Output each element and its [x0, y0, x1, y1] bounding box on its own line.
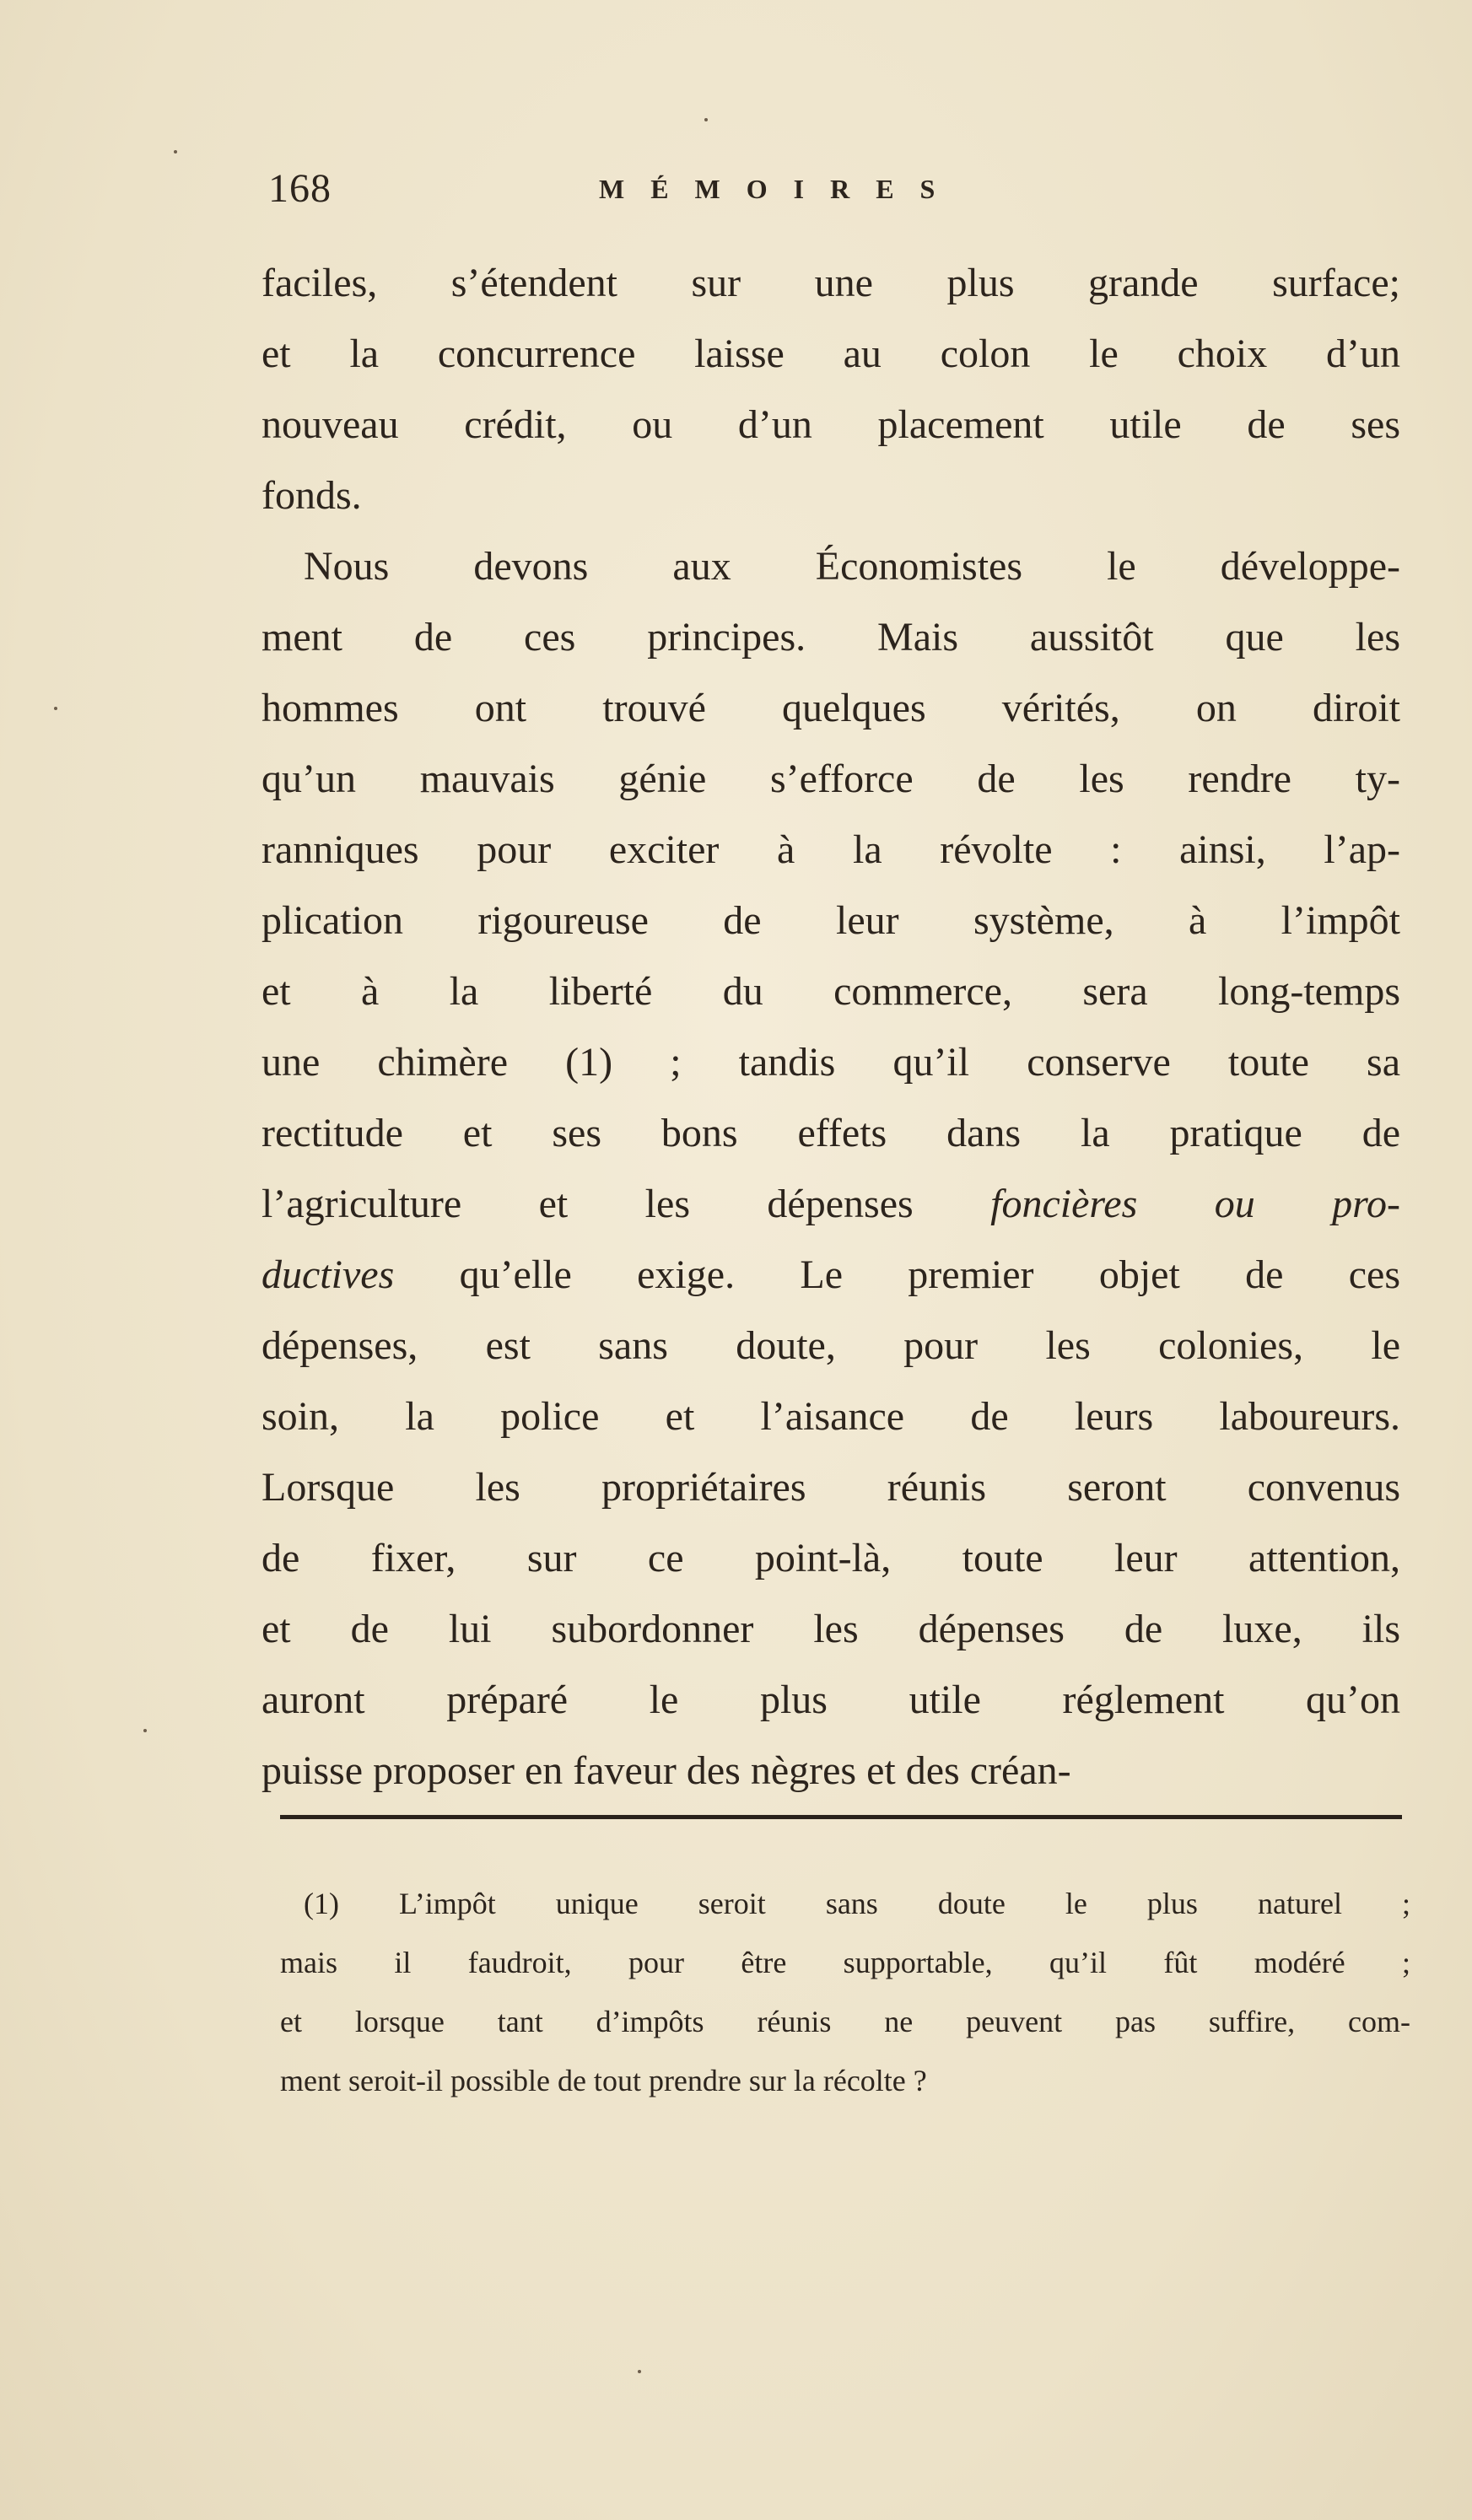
footnote-line: (1) L’impôt unique seroit sans doute le plus naturel ; [304, 1887, 1410, 1920]
text-line: ranniques pour exciter à la révolte : ainsi, l’ap- [262, 827, 1400, 872]
text-line: plication rigoureuse de leur système, à l’impôt [262, 898, 1400, 943]
text-line: nouveau crédit, ou d’un placement utile de ses [262, 402, 1400, 447]
main-text [262, 248, 1400, 1807]
text-line-mixed [262, 1240, 1400, 1311]
footnote-rule [280, 1815, 1402, 1819]
running-title: MÉMOIRES [599, 174, 962, 204]
text-line: auront préparé le plus utile réglement qu’on [262, 1677, 1400, 1722]
paper-speck [54, 707, 57, 710]
text-run: qu’elle exige. Le premier objet de ces [394, 1252, 1400, 1297]
footnote-line: ment seroit-il possible de tout prendre sur la récolte ? [280, 2064, 927, 2097]
italic-phrase: foncières ou pro- [990, 1182, 1400, 1226]
text-line: rectitude et ses bons effets dans la pratique de [262, 1111, 1400, 1155]
page-number: 168 [268, 166, 332, 211]
text-line: ment de ces principes. Mais aussitôt que les [262, 615, 1400, 660]
text-line: puisse proposer en faveur des nègres et des créan- [262, 1748, 1071, 1793]
text-line: hommes ont trouvé quelques vérités, on diroit [262, 686, 1400, 730]
paper-speck [704, 118, 708, 121]
text-run: l’agriculture et les dépenses [262, 1182, 914, 1226]
paper-speck [174, 150, 177, 153]
text-line: fonds. [262, 473, 362, 518]
text-line: faciles, s’étendent sur une plus grande surface; [262, 261, 1400, 305]
text-line: Lorsque les propriétaires réunis seront convenus [262, 1465, 1400, 1510]
footnote-line: et lorsque tant d’impôts réunis ne peuvent pas suffire, com- [280, 2005, 1410, 2038]
text-line: et à la liberté du commerce, sera long-temps [262, 969, 1400, 1014]
page-header [268, 165, 1399, 224]
paper-speck [143, 1729, 147, 1732]
text-line: qu’un mauvais génie s’efforce de les rendre ty- [262, 757, 1400, 801]
text-line-mixed [262, 1169, 1400, 1240]
text-line: soin, la police et l’aisance de leurs laboureurs. [262, 1394, 1400, 1439]
text-line: et de lui subordonner les dépenses de luxe, ils [262, 1607, 1400, 1651]
text-line: une chimère (1) ; tandis qu’il conserve toute sa [262, 1040, 1400, 1085]
text-line: dépenses, est sans doute, pour les colonies, le [262, 1323, 1400, 1368]
text-line: Nous devons aux Économistes le développe- [304, 544, 1400, 589]
footnote-line: mais il faudroit, pour être supportable, qu’il fût modéré ; [280, 1946, 1410, 1979]
text-line: de fixer, sur ce point-là, toute leur attention, [262, 1536, 1400, 1580]
footnote [280, 1874, 1410, 2110]
italic-phrase: ductives [262, 1252, 395, 1297]
text-line: et la concurrence laisse au colon le choix d’un [262, 331, 1400, 376]
paper-speck [638, 2370, 641, 2373]
